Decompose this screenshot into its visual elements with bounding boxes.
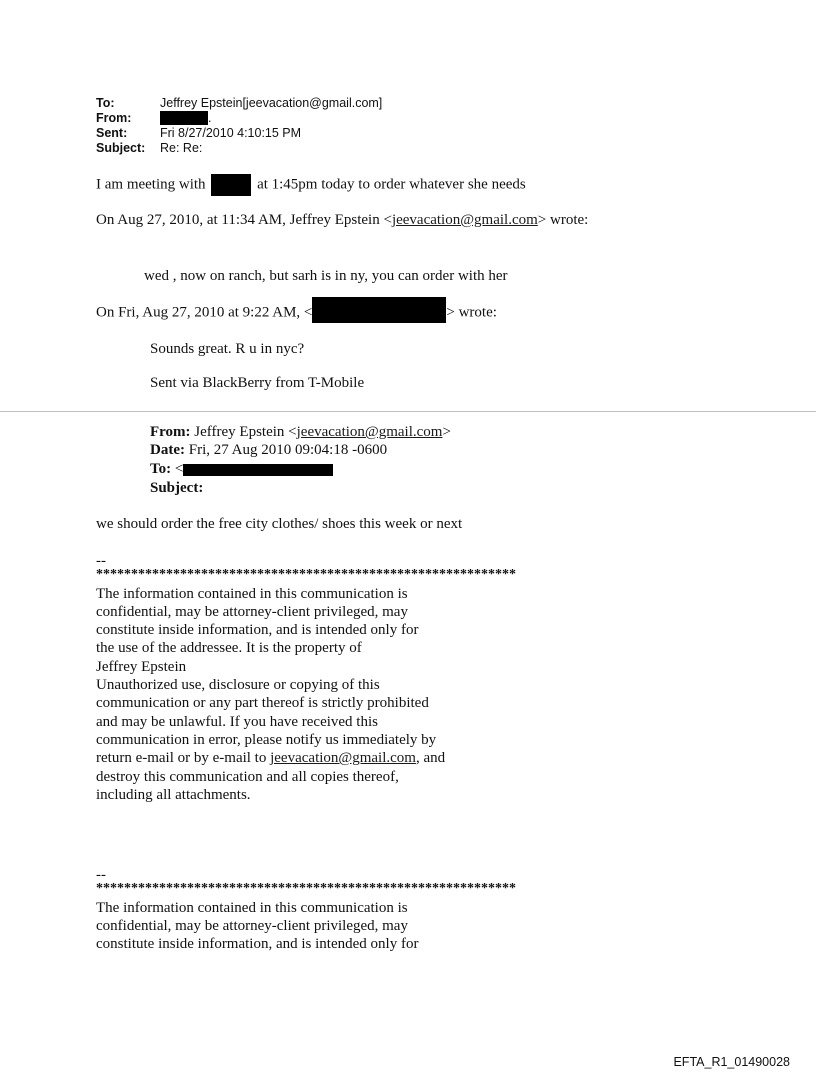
disclaimer-text: , and <box>415 750 446 767</box>
disclaimer-line <box>96 749 516 767</box>
disclaimer-line: constitute inside information, and is intended only for <box>96 622 419 639</box>
disclaimer-line: including all attachments. <box>96 786 251 803</box>
email-link[interactable]: jeevacation@gmail.com <box>296 424 443 440</box>
message-text: at 1:45pm today to order whatever she needs <box>257 176 526 193</box>
forwarded-from-value: > <box>442 424 451 440</box>
attribution-text: > wrote: <box>446 304 497 321</box>
disclaimer-text: return e-mail or by e-mail to <box>96 750 271 767</box>
attribution-text: On Aug 27, 2010, at 11:34 AM, Jeffrey Epstein < <box>96 212 392 228</box>
forwarded-message: we should order the free city clothes/ shoes this week or next <box>96 516 463 532</box>
email-header <box>96 96 382 156</box>
disclaimer-line: Unauthorized use, disclosure or copying of this <box>96 677 380 694</box>
header-sent-row <box>96 126 382 141</box>
forwarded-to-row <box>150 460 333 478</box>
quoted-reply: Sounds great. R u in nyc? <box>150 341 305 357</box>
forwarded-to-value: < <box>174 461 184 477</box>
header-to-label: To: <box>96 96 115 110</box>
message-line <box>96 174 526 196</box>
header-subject-row <box>96 141 382 156</box>
disclaimer-line: communication in error, please notify us immediately by <box>96 731 437 748</box>
disclaimer-line: the use of the addressee. It is the property of <box>96 640 362 657</box>
forwarded-from-row <box>150 423 451 441</box>
disclaimer-line: The information contained in this communication is <box>96 585 408 602</box>
document-id: EFTA_R1_01490028 <box>673 1055 790 1069</box>
disclaimer-line: destroy this communication and all copies thereof, <box>96 768 399 785</box>
disclaimer-line: confidential, may be attorney-client privileged, may <box>96 917 408 934</box>
redaction-box <box>183 464 333 476</box>
header-from-label: From: <box>96 111 132 125</box>
disclaimer-stars: ************************************************************ <box>96 567 516 583</box>
message-text: I am meeting with <box>96 176 206 193</box>
header-to-row <box>96 96 382 111</box>
forwarded-date-value: Fri, 27 Aug 2010 09:04:18 -0600 <box>188 442 388 458</box>
forwarded-date-label: Date: <box>150 442 185 458</box>
header-subject-label: Subject: <box>96 141 146 155</box>
disclaimer-line: constitute inside information, and is intended only for <box>96 936 419 953</box>
disclaimer-dashes: -- <box>96 867 106 883</box>
redaction-box <box>211 174 251 196</box>
forwarded-to-label: To: <box>150 461 172 477</box>
disclaimer-stars: ************************************************************ <box>96 881 516 897</box>
attribution-text: > wrote: <box>537 212 589 228</box>
forwarded-subject-label: Subject: <box>150 480 204 496</box>
header-from-row <box>96 111 382 126</box>
disclaimer-line: and may be unlawful. If you have received this <box>96 713 378 730</box>
header-sent-label: Sent: <box>96 126 128 140</box>
forwarded-subject-row <box>150 479 203 497</box>
disclaimer-line: confidential, may be attorney-client privileged, may <box>96 603 408 620</box>
email-link[interactable]: jeevacation@gmail.com <box>391 212 538 228</box>
quoted-reply: wed , now on ranch, but sarh is in ny, you can order with her <box>144 268 508 284</box>
attribution-text: On Fri, Aug 27, 2010 at 9:22 AM, < <box>96 304 313 321</box>
email-link[interactable]: jeevacation@gmail.com <box>270 750 416 767</box>
redaction-box <box>312 297 446 323</box>
quote-attribution <box>96 303 497 323</box>
forwarded-from-value: Jeffrey Epstein < <box>194 424 297 440</box>
quote-attribution <box>96 211 588 229</box>
forwarded-date-row <box>150 441 387 459</box>
disclaimer-block <box>96 552 516 804</box>
redaction-box <box>160 111 208 125</box>
header-from-suffix: . <box>208 111 212 125</box>
header-sent-value: Fri 8/27/2010 4:10:15 PM <box>160 126 302 140</box>
header-to-value: Jeffrey Epstein[jeevacation@gmail.com] <box>160 96 383 110</box>
signature-line: Sent via BlackBerry from T-Mobile <box>150 375 365 391</box>
header-subject-value: Re: Re: <box>160 141 203 155</box>
forwarded-from-label: From: <box>150 424 191 440</box>
disclaimer-block <box>96 866 516 953</box>
disclaimer-line: Jeffrey Epstein <box>96 658 187 675</box>
section-divider <box>0 411 816 412</box>
disclaimer-line: The information contained in this communication is <box>96 899 408 916</box>
disclaimer-dashes: -- <box>96 553 106 569</box>
disclaimer-line: communication or any part thereof is strictly prohibited <box>96 695 429 712</box>
